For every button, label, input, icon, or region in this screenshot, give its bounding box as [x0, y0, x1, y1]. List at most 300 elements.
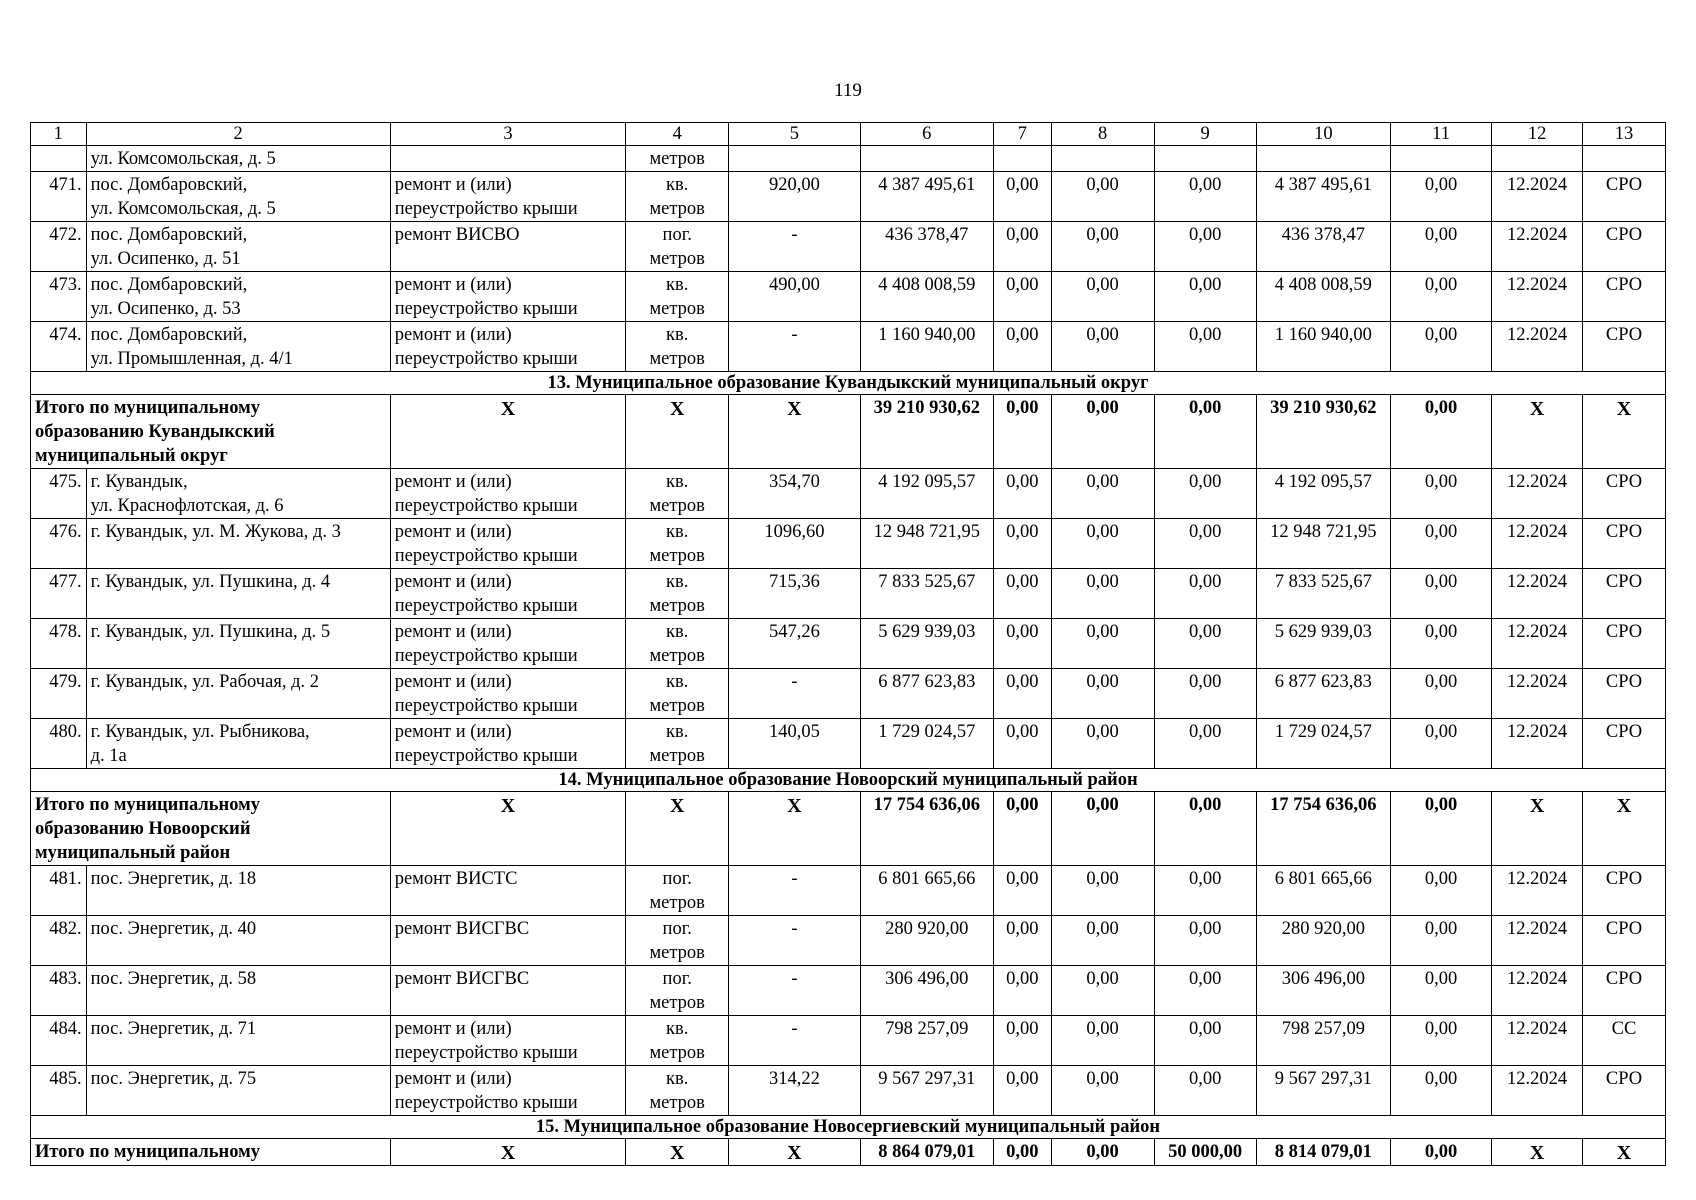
- address-cell-line: ул. Краснофлотская, д. 6: [90, 496, 284, 516]
- unit-cell-line: метров: [649, 993, 705, 1013]
- work-type-cell: [390, 519, 625, 569]
- section-title: 15. Муниципальное образование Новосергиевский муниципальный район: [31, 1116, 1666, 1139]
- row-number: 482.: [31, 916, 87, 966]
- total-cost-cell: 1 160 940,00: [860, 322, 993, 372]
- other-funds-cell: 0,00: [1391, 222, 1492, 272]
- section-title-row: [31, 769, 1666, 792]
- other-funds-cell: 0,00: [1391, 792, 1492, 866]
- work-type-cell: [390, 966, 625, 1016]
- unit-cell: [626, 1016, 729, 1066]
- total-cost-cell: 4 387 495,61: [860, 172, 993, 222]
- row-number: 485.: [31, 1066, 87, 1116]
- row-number: 475.: [31, 469, 87, 519]
- work-type-cell: [390, 469, 625, 519]
- account-type-cell: СРО: [1583, 172, 1666, 222]
- empty-cell: [1391, 146, 1492, 172]
- unit-cell: [626, 322, 729, 372]
- owners-funds-cell: 4 192 095,57: [1256, 469, 1390, 519]
- unit-cell-line: метров: [649, 249, 705, 269]
- fund-cell: 0,00: [993, 792, 1051, 866]
- column-number-12: 12: [1492, 123, 1583, 146]
- completion-date-cell: 12.2024: [1492, 719, 1583, 769]
- budget-cell: 0,00: [1051, 469, 1154, 519]
- quantity-cell: 1096,60: [729, 519, 860, 569]
- work-type-cell-line: ремонт ВИСГВС: [394, 969, 530, 989]
- fund-cell: 0,00: [993, 619, 1051, 669]
- total-label-line: образованию Кувандыкский: [35, 422, 275, 442]
- quantity-cell: -: [729, 669, 860, 719]
- address-cell: ул. Комсомольская, д. 5: [86, 146, 390, 172]
- unit-cell-line: метров: [649, 893, 705, 913]
- fund-cell: 0,00: [993, 395, 1051, 469]
- completion-date-cell: 12.2024: [1492, 222, 1583, 272]
- address-cell-line: пос. Домбаровский,: [90, 325, 248, 345]
- address-cell-line: г. Кувандык, ул. Рабочая, д. 2: [90, 672, 319, 692]
- unit-cell: [626, 519, 729, 569]
- total-label-line: муниципальный округ: [35, 446, 228, 466]
- fund-cell: 0,00: [993, 272, 1051, 322]
- quantity-cell: -: [729, 322, 860, 372]
- budget-cell: 0,00: [1051, 916, 1154, 966]
- address-cell: [86, 272, 390, 322]
- column-number-5: 5: [729, 123, 860, 146]
- unit-cell-line: кв.: [666, 275, 689, 295]
- quantity-cell: -: [729, 966, 860, 1016]
- address-cell-line: пос. Домбаровский,: [90, 175, 248, 195]
- column-number-7: 7: [993, 123, 1051, 146]
- owners-funds-cell: 12 948 721,95: [1256, 519, 1390, 569]
- fund-cell: 0,00: [993, 1066, 1051, 1116]
- table-row: [31, 866, 1666, 916]
- unit-cell-line: метров: [649, 1043, 705, 1063]
- empty-cell: [729, 146, 860, 172]
- completion-date-cell: 12.2024: [1492, 1066, 1583, 1116]
- x-mark: Х: [729, 1139, 860, 1166]
- total-label: [31, 792, 391, 866]
- quantity-cell: -: [729, 916, 860, 966]
- section-title: 14. Муниципальное образование Новоорский муниципальный район: [31, 769, 1666, 792]
- address-cell-line: г. Кувандык, ул. М. Жукова, д. 3: [90, 522, 341, 542]
- quantity-cell: 314,22: [729, 1066, 860, 1116]
- row-number: 471.: [31, 172, 87, 222]
- work-type-cell-line: ремонт и (или): [394, 522, 512, 542]
- address-cell-line: г. Кувандык, ул. Пушкина, д. 5: [90, 622, 331, 642]
- work-type-cell-line: ремонт и (или): [394, 722, 512, 742]
- owners-funds-cell: 8 814 079,01: [1256, 1139, 1390, 1166]
- row-number: 479.: [31, 669, 87, 719]
- work-type-cell-line: переустройство крыши: [394, 546, 578, 566]
- x-mark: Х: [1492, 792, 1583, 866]
- account-type-cell: СРО: [1583, 916, 1666, 966]
- row-number: 481.: [31, 866, 87, 916]
- owners-funds-cell: 280 920,00: [1256, 916, 1390, 966]
- address-cell: [86, 172, 390, 222]
- unit-cell-line: метров: [649, 746, 705, 766]
- unit-cell: [626, 222, 729, 272]
- unit-cell-line: метров: [649, 496, 705, 516]
- unit-cell: [626, 916, 729, 966]
- unit-cell-line: пог.: [662, 225, 692, 245]
- address-cell: [86, 866, 390, 916]
- address-cell: [86, 669, 390, 719]
- unit-cell: [626, 469, 729, 519]
- address-cell: [86, 519, 390, 569]
- budget-cell: 0,00: [1051, 866, 1154, 916]
- work-type-cell-line: переустройство крыши: [394, 199, 578, 219]
- column-number-11: 11: [1391, 123, 1492, 146]
- other-funds-cell: 0,00: [1391, 395, 1492, 469]
- unit-cell-line: кв.: [666, 522, 689, 542]
- row-number: 484.: [31, 1016, 87, 1066]
- local-budget-cell: 0,00: [1154, 1066, 1256, 1116]
- unit-cell-line: метров: [649, 646, 705, 666]
- budget-cell: 0,00: [1051, 222, 1154, 272]
- total-cost-cell: 17 754 636,06: [860, 792, 993, 866]
- work-type-cell-line: ремонт и (или): [394, 472, 512, 492]
- quantity-cell: 354,70: [729, 469, 860, 519]
- table-row: [31, 916, 1666, 966]
- owners-funds-cell: 1 729 024,57: [1256, 719, 1390, 769]
- table-row: [31, 569, 1666, 619]
- total-cost-cell: 436 378,47: [860, 222, 993, 272]
- work-type-cell-line: переустройство крыши: [394, 596, 578, 616]
- owners-funds-cell: 798 257,09: [1256, 1016, 1390, 1066]
- x-mark: Х: [1583, 1139, 1666, 1166]
- column-number-2: 2: [86, 123, 390, 146]
- account-type-cell: СРО: [1583, 669, 1666, 719]
- table-row: [31, 519, 1666, 569]
- work-type-cell: [390, 719, 625, 769]
- unit-cell-line: кв.: [666, 472, 689, 492]
- total-cost-cell: 4 408 008,59: [860, 272, 993, 322]
- work-type-cell-line: ремонт и (или): [394, 1069, 512, 1089]
- address-cell: [86, 966, 390, 1016]
- local-budget-cell: 0,00: [1154, 669, 1256, 719]
- address-cell-line: ул. Промышленная, д. 4/1: [90, 349, 293, 369]
- other-funds-cell: 0,00: [1391, 719, 1492, 769]
- fund-cell: 0,00: [993, 669, 1051, 719]
- budget-cell: 0,00: [1051, 322, 1154, 372]
- other-funds-cell: 0,00: [1391, 469, 1492, 519]
- work-type-cell: [390, 146, 625, 172]
- address-cell: [86, 916, 390, 966]
- account-type-cell: СРО: [1583, 1066, 1666, 1116]
- owners-funds-cell: 17 754 636,06: [1256, 792, 1390, 866]
- total-label-line: Итого по муниципальному: [35, 398, 260, 418]
- unit-cell-line: кв.: [666, 672, 689, 692]
- column-number-13: 13: [1583, 123, 1666, 146]
- total-label-line: Итого по муниципальному: [35, 795, 260, 815]
- work-type-cell: [390, 272, 625, 322]
- work-type-cell: [390, 569, 625, 619]
- total-cost-cell: 6 877 623,83: [860, 669, 993, 719]
- local-budget-cell: 0,00: [1154, 916, 1256, 966]
- x-mark: Х: [390, 792, 625, 866]
- fund-cell: 0,00: [993, 222, 1051, 272]
- local-budget-cell: 0,00: [1154, 272, 1256, 322]
- local-budget-cell: 0,00: [1154, 222, 1256, 272]
- unit-cell-line: кв.: [666, 175, 689, 195]
- column-number-1: 1: [31, 123, 87, 146]
- work-type-cell-line: ремонт ВИСВО: [394, 225, 520, 245]
- capital-repair-table: [30, 122, 1666, 1166]
- local-budget-cell: 0,00: [1154, 1016, 1256, 1066]
- address-cell-line: пос. Энергетик, д. 71: [90, 1019, 257, 1039]
- fund-cell: 0,00: [993, 519, 1051, 569]
- x-mark: Х: [1492, 1139, 1583, 1166]
- address-cell-line: д. 1а: [90, 746, 127, 766]
- section-title-row: [31, 372, 1666, 395]
- fund-cell: 0,00: [993, 966, 1051, 1016]
- local-budget-cell: 50 000,00: [1154, 1139, 1256, 1166]
- other-funds-cell: 0,00: [1391, 172, 1492, 222]
- budget-cell: 0,00: [1051, 1139, 1154, 1166]
- owners-funds-cell: 436 378,47: [1256, 222, 1390, 272]
- unit-cell-line: метров: [649, 943, 705, 963]
- other-funds-cell: 0,00: [1391, 1066, 1492, 1116]
- address-cell-line: пос. Энергетик, д. 40: [90, 919, 257, 939]
- total-label-line: муниципальный район: [35, 843, 231, 863]
- table-row: [31, 322, 1666, 372]
- other-funds-cell: 0,00: [1391, 1016, 1492, 1066]
- table-row: [31, 1016, 1666, 1066]
- unit-cell: [626, 272, 729, 322]
- unit-cell: [626, 719, 729, 769]
- page-number: 119: [834, 80, 862, 101]
- local-budget-cell: 0,00: [1154, 719, 1256, 769]
- owners-funds-cell: 7 833 525,67: [1256, 569, 1390, 619]
- work-type-cell: [390, 916, 625, 966]
- budget-cell: 0,00: [1051, 519, 1154, 569]
- section-total-row: [31, 792, 1666, 866]
- work-type-cell-line: ремонт и (или): [394, 275, 512, 295]
- unit-cell-line: кв.: [666, 572, 689, 592]
- work-type-cell-line: переустройство крыши: [394, 299, 578, 319]
- total-cost-cell: 7 833 525,67: [860, 569, 993, 619]
- table-row: [31, 172, 1666, 222]
- table-row: [31, 719, 1666, 769]
- completion-date-cell: 12.2024: [1492, 916, 1583, 966]
- owners-funds-cell: 39 210 930,62: [1256, 395, 1390, 469]
- address-cell: [86, 1066, 390, 1116]
- total-cost-cell: 306 496,00: [860, 966, 993, 1016]
- work-type-cell-line: переустройство крыши: [394, 696, 578, 716]
- address-cell-line: ул. Комсомольская, д. 5: [90, 199, 276, 219]
- unit-cell: [626, 669, 729, 719]
- unit-cell: [626, 569, 729, 619]
- other-funds-cell: 0,00: [1391, 966, 1492, 1016]
- quantity-cell: 920,00: [729, 172, 860, 222]
- account-type-cell: СРО: [1583, 469, 1666, 519]
- owners-funds-cell: 9 567 297,31: [1256, 1066, 1390, 1116]
- total-cost-cell: 39 210 930,62: [860, 395, 993, 469]
- row-number: 476.: [31, 519, 87, 569]
- budget-cell: 0,00: [1051, 966, 1154, 1016]
- work-type-cell: [390, 866, 625, 916]
- budget-cell: 0,00: [1051, 1066, 1154, 1116]
- x-mark: Х: [729, 792, 860, 866]
- local-budget-cell: 0,00: [1154, 469, 1256, 519]
- work-type-cell: [390, 619, 625, 669]
- work-type-cell-line: ремонт ВИСГВС: [394, 919, 530, 939]
- column-number-row: [31, 123, 1666, 146]
- total-cost-cell: 1 729 024,57: [860, 719, 993, 769]
- row-number: 480.: [31, 719, 87, 769]
- x-mark: Х: [729, 395, 860, 469]
- table-row: [31, 669, 1666, 719]
- address-cell-line: г. Кувандык,: [90, 472, 188, 492]
- address-cell: [86, 1016, 390, 1066]
- other-funds-cell: 0,00: [1391, 322, 1492, 372]
- work-type-cell-line: ремонт ВИСТС: [394, 869, 518, 889]
- total-cost-cell: 4 192 095,57: [860, 469, 993, 519]
- local-budget-cell: 0,00: [1154, 322, 1256, 372]
- local-budget-cell: 0,00: [1154, 792, 1256, 866]
- address-cell-line: г. Кувандык, ул. Пушкина, д. 4: [90, 572, 331, 592]
- work-type-cell: [390, 172, 625, 222]
- x-mark: Х: [1583, 792, 1666, 866]
- empty-cell: [860, 146, 993, 172]
- quantity-cell: 140,05: [729, 719, 860, 769]
- account-type-cell: СРО: [1583, 222, 1666, 272]
- completion-date-cell: 12.2024: [1492, 172, 1583, 222]
- work-type-cell-line: переустройство крыши: [394, 1093, 578, 1113]
- row-number: 474.: [31, 322, 87, 372]
- table-row: [31, 469, 1666, 519]
- budget-cell: 0,00: [1051, 1016, 1154, 1066]
- other-funds-cell: 0,00: [1391, 619, 1492, 669]
- unit-cell-line: метров: [649, 596, 705, 616]
- address-cell-line: пос. Энергетик, д. 58: [90, 969, 257, 989]
- column-number-10: 10: [1256, 123, 1390, 146]
- budget-cell: 0,00: [1051, 569, 1154, 619]
- address-cell: [86, 719, 390, 769]
- row-number: 472.: [31, 222, 87, 272]
- table-row: [31, 1066, 1666, 1116]
- unit-cell-line: пог.: [662, 919, 692, 939]
- work-type-cell-line: ремонт и (или): [394, 1019, 512, 1039]
- fund-cell: 0,00: [993, 1016, 1051, 1066]
- fund-cell: 0,00: [993, 569, 1051, 619]
- local-budget-cell: 0,00: [1154, 866, 1256, 916]
- empty-cell: [1154, 146, 1256, 172]
- x-mark: Х: [626, 792, 729, 866]
- other-funds-cell: 0,00: [1391, 866, 1492, 916]
- unit-cell-line: кв.: [666, 722, 689, 742]
- other-funds-cell: 0,00: [1391, 519, 1492, 569]
- total-cost-cell: 6 801 665,66: [860, 866, 993, 916]
- column-number-6: 6: [860, 123, 993, 146]
- address-cell: [86, 222, 390, 272]
- work-type-cell: [390, 322, 625, 372]
- unit-cell-line: пог.: [662, 869, 692, 889]
- unit-cell-line: метров: [649, 1093, 705, 1113]
- local-budget-cell: 0,00: [1154, 619, 1256, 669]
- fund-cell: 0,00: [993, 719, 1051, 769]
- address-cell-line: пос. Энергетик, д. 18: [90, 869, 257, 889]
- column-number-9: 9: [1154, 123, 1256, 146]
- quantity-cell: 547,26: [729, 619, 860, 669]
- owners-funds-cell: 6 877 623,83: [1256, 669, 1390, 719]
- address-cell-line: ул. Осипенко, д. 53: [90, 299, 241, 319]
- empty-cell: [1051, 146, 1154, 172]
- account-type-cell: СС: [1583, 1016, 1666, 1066]
- unit-cell: [626, 966, 729, 1016]
- fund-cell: 0,00: [993, 469, 1051, 519]
- address-cell: [86, 322, 390, 372]
- work-type-cell: [390, 1016, 625, 1066]
- unit-cell-line: метров: [649, 546, 705, 566]
- unit-cell: [626, 619, 729, 669]
- account-type-cell: СРО: [1583, 619, 1666, 669]
- column-number-4: 4: [626, 123, 729, 146]
- account-type-cell: СРО: [1583, 866, 1666, 916]
- section-title-row: [31, 1116, 1666, 1139]
- fund-cell: 0,00: [993, 916, 1051, 966]
- unit-cell: метров: [626, 146, 729, 172]
- total-cost-cell: 8 864 079,01: [860, 1139, 993, 1166]
- unit-cell-line: метров: [649, 299, 705, 319]
- fund-cell: 0,00: [993, 1139, 1051, 1166]
- work-type-cell-line: ремонт и (или): [394, 672, 512, 692]
- account-type-cell: СРО: [1583, 272, 1666, 322]
- unit-cell: [626, 866, 729, 916]
- local-budget-cell: 0,00: [1154, 519, 1256, 569]
- work-type-cell: [390, 669, 625, 719]
- local-budget-cell: 0,00: [1154, 966, 1256, 1016]
- completion-date-cell: 12.2024: [1492, 272, 1583, 322]
- unit-cell-line: метров: [649, 349, 705, 369]
- completion-date-cell: 12.2024: [1492, 469, 1583, 519]
- completion-date-cell: 12.2024: [1492, 569, 1583, 619]
- other-funds-cell: 0,00: [1391, 669, 1492, 719]
- work-type-cell-line: ремонт и (или): [394, 175, 512, 195]
- local-budget-cell: 0,00: [1154, 395, 1256, 469]
- unit-cell-line: метров: [649, 199, 705, 219]
- other-funds-cell: 0,00: [1391, 1139, 1492, 1166]
- empty-cell: [1583, 146, 1666, 172]
- account-type-cell: СРО: [1583, 966, 1666, 1016]
- total-cost-cell: 798 257,09: [860, 1016, 993, 1066]
- section-total-row: [31, 1139, 1666, 1166]
- unit-cell-line: кв.: [666, 1069, 689, 1089]
- table-row: [31, 272, 1666, 322]
- completion-date-cell: 12.2024: [1492, 322, 1583, 372]
- unit-cell-line: кв.: [666, 325, 689, 345]
- completion-date-cell: 12.2024: [1492, 669, 1583, 719]
- other-funds-cell: 0,00: [1391, 569, 1492, 619]
- owners-funds-cell: 306 496,00: [1256, 966, 1390, 1016]
- table-row: [31, 222, 1666, 272]
- owners-funds-cell: 1 160 940,00: [1256, 322, 1390, 372]
- row-number: [31, 146, 87, 172]
- x-mark: Х: [1583, 395, 1666, 469]
- unit-cell-line: кв.: [666, 1019, 689, 1039]
- quantity-cell: 715,36: [729, 569, 860, 619]
- budget-cell: 0,00: [1051, 719, 1154, 769]
- section-title: 13. Муниципальное образование Кувандыкский муниципальный округ: [31, 372, 1666, 395]
- completion-date-cell: 12.2024: [1492, 1016, 1583, 1066]
- local-budget-cell: 0,00: [1154, 172, 1256, 222]
- unit-cell-line: пог.: [662, 969, 692, 989]
- address-cell-line: пос. Энергетик, д. 75: [90, 1069, 257, 1089]
- address-cell-line: пос. Домбаровский,: [90, 275, 248, 295]
- local-budget-cell: 0,00: [1154, 569, 1256, 619]
- total-cost-cell: 12 948 721,95: [860, 519, 993, 569]
- table-row: [31, 619, 1666, 669]
- unit-cell-line: кв.: [666, 622, 689, 642]
- completion-date-cell: 12.2024: [1492, 966, 1583, 1016]
